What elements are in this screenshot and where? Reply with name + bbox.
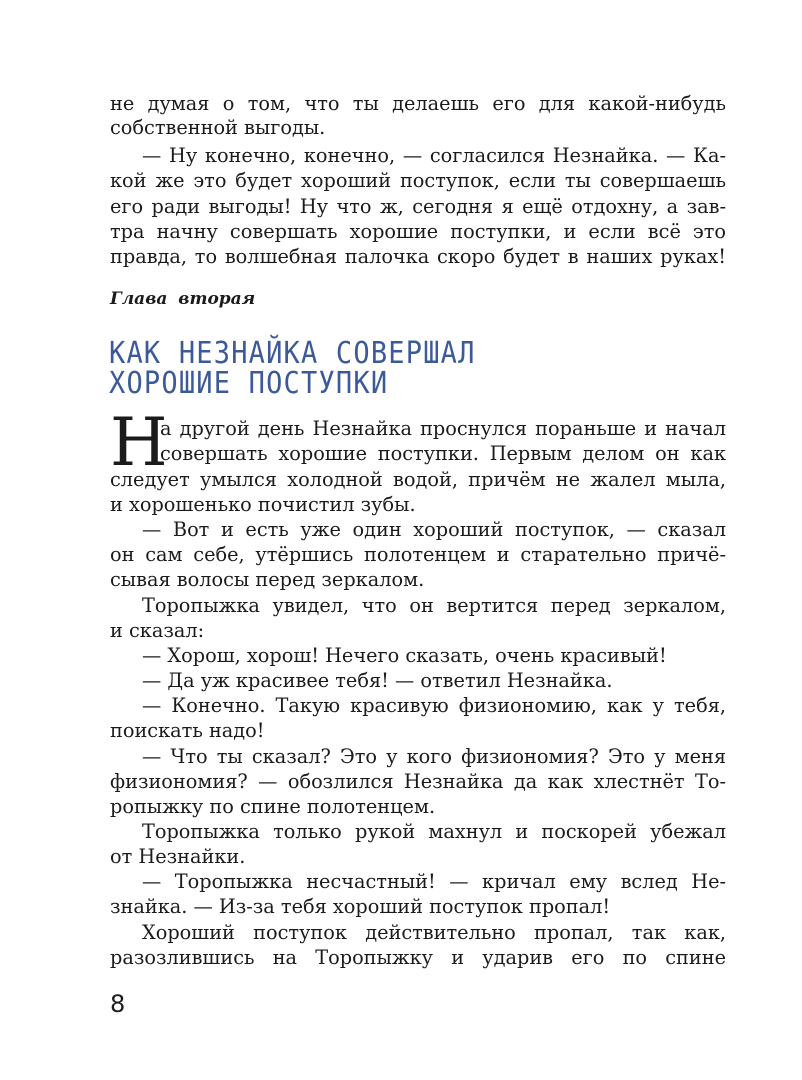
text-line: и хорошенько почистил зубы.	[110, 493, 416, 516]
text-line: ропыжку по спине полотенцем.	[110, 795, 436, 818]
text-line: физиономия? — обозлился Незнайка да как хлестнёт То-	[110, 770, 726, 793]
text-line: Торопыжка только рукой махнул и поскорей убежал	[142, 820, 726, 843]
text-line: кой же это будет хороший поступок, если ты совершаешь	[110, 169, 726, 192]
text-line: собственной выгоды.	[110, 116, 326, 139]
text-line: — Да уж красивее тебя! — ответил Незнайка.	[142, 669, 613, 692]
text-line: — Хорош, хорош! Нечего сказать, очень красивый!	[142, 644, 667, 667]
text-line: разозлившись на Торопыжку и ударив его по спине	[110, 946, 726, 969]
text-line: — Конечно. Такую красивую физиономию, как у тебя,	[142, 694, 726, 717]
chapter-label: Глава вторая	[110, 289, 256, 309]
text-line: Хороший поступок действительно пропал, так как,	[142, 921, 726, 944]
chapter-title-line-2: ХОРОШИЕ ПОСТУПКИ	[109, 366, 389, 401]
text-line: совершать хорошие поступки. Первым делом он как	[160, 442, 726, 465]
text-line: сывая волосы перед зеркалом.	[110, 568, 425, 591]
chapter-title-line-1: КАК НЕЗНАЙКА СОВЕРШАЛ	[109, 336, 476, 371]
text-line: его ради выгоды! Ну что ж, сегодня я ещё отдохну, а зав-	[110, 195, 726, 218]
text-line: правда, то волшебная палочка скоро будет в наших руках!	[110, 245, 726, 268]
text-line: не думая о том, что ты делаешь его для какой-нибудь	[110, 92, 726, 115]
text-line: от Незнайки.	[110, 845, 246, 868]
text-line: — Торопыжка несчастный! — кричал ему вслед Не-	[142, 870, 726, 893]
text-line: следует умылся холодной водой, причём не жалел мыла,	[110, 468, 726, 491]
drop-cap: Н	[110, 404, 168, 481]
text-line: — Вот и есть уже один хороший поступок, — сказал	[142, 518, 726, 541]
text-line: тра начну совершать хорошие поступки, и если всё это	[110, 220, 726, 243]
text-line: знайка. — Из-за тебя хороший поступок пропал!	[110, 895, 611, 918]
page-number: 8	[110, 990, 126, 1018]
text-line: Торопыжка увидел, что он вертится перед зеркалом,	[142, 594, 726, 617]
text-line: и сказал:	[110, 619, 205, 642]
text-line: — Ну конечно, конечно, — согласился Незнайка. — Ка-	[142, 144, 726, 167]
text-line: а другой день Незнайка проснулся пораньше и начал	[160, 417, 726, 440]
text-line: — Что ты сказал? Это у кого физиономия? Это у меня	[142, 745, 726, 768]
text-line: он сам себе, утёршись полотенцем и старательно причё-	[110, 543, 726, 566]
text-line: поискать надо!	[110, 719, 265, 742]
